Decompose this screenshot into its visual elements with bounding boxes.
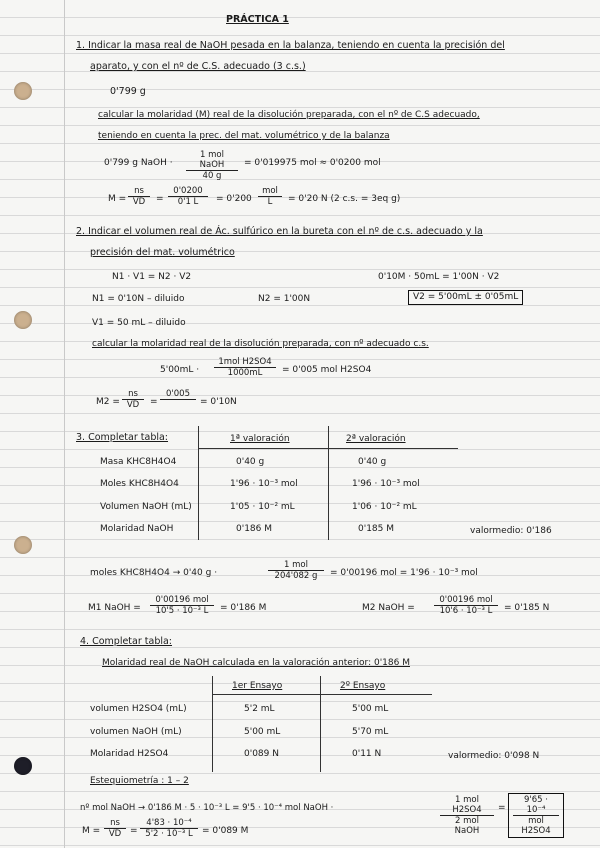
q3-table-divider [328, 426, 329, 540]
q4-table-header-line [212, 694, 432, 695]
q3-row-label: Moles KHC8H4O4 [100, 479, 179, 489]
q2-eq-fraction [214, 357, 276, 378]
q2-formula-right: 0'10M · 50mL = 1'00N · V2 [378, 272, 500, 282]
denominator: 10'5 · 10⁻³ L [155, 606, 209, 616]
numerator: 4'83 · 10⁻⁴ [140, 818, 198, 829]
q2-eq-right: = 0'005 mol H2SO4 [282, 365, 372, 375]
q3-header-2: 2ª valoración [346, 434, 406, 444]
q2-calc: calcular la molaridad real de la disolución preparada, con nº adecuado c.s. [92, 339, 429, 349]
binder-hole [14, 311, 32, 329]
binder-hole [14, 757, 32, 775]
q1-prompt-line2: aparato, y con el nº de C.S. adecuado (3 c.s.) [90, 61, 306, 72]
q1-prompt-line1: 1. Indicar la masa real de NaOH pesada en la balanza, teniendo en cuenta la precisión del [76, 40, 505, 51]
numerator: 1 mol [268, 560, 324, 571]
q3-table-header-line [198, 448, 458, 449]
q3-prompt: 3. Completar tabla: [76, 432, 169, 443]
q4-cell: 5'00 mL [352, 704, 389, 714]
q3-row-label: Masa KHC8H4O4 [100, 457, 177, 467]
q3-cell: 1'96 · 10⁻³ mol [352, 479, 420, 489]
q2-m2-left: M2 = [96, 397, 120, 407]
q4-table-divider [212, 676, 213, 772]
q4-final-frac1 [104, 818, 126, 839]
q4-cell: 0'11 N [352, 749, 382, 759]
q3-mean: valormedio: 0'186 [470, 526, 552, 536]
q3-cell: 1'05 · 10⁻² mL [230, 502, 295, 512]
numerator: ns [128, 186, 150, 197]
binder-hole [14, 536, 32, 554]
q1-mass: 0'799 g [110, 86, 146, 97]
q4-cell: 5'00 mL [244, 727, 281, 737]
denominator: VD [132, 197, 146, 207]
numerator: 0'005 [160, 389, 196, 400]
q4-table-divider [320, 676, 321, 772]
q4-final-right: = 0'089 M [202, 826, 249, 836]
q2-formula: N1 · V1 = N2 · V2 [112, 272, 192, 282]
q3-m1-fraction [150, 595, 214, 616]
q3-row-label: Molaridad NaOH [100, 524, 174, 534]
numerator: 0'00196 mol [150, 595, 214, 606]
denominator: 2 mol NaOH [454, 816, 480, 836]
q2-m2-frac2 [160, 389, 196, 400]
q1-calc-line2: teniendo en cuenta la prec. del mat. volumétrico y de la balanza [98, 131, 390, 141]
q3-header-1: 1ª valoración [230, 434, 290, 444]
q3-m1-left: M1 NaOH = [88, 603, 141, 613]
numerator: 1mol H2SO4 [214, 357, 276, 368]
q4-row-label: volumen NaOH (mL) [90, 727, 182, 737]
q3-table-divider [198, 426, 199, 540]
q3-cell: 0'186 M [236, 524, 273, 534]
denominator: 1000mL [227, 368, 263, 378]
denominator: 10'6 · 10⁻³ L [439, 606, 493, 616]
q4-header-1: 1er Ensayo [232, 681, 283, 691]
denominator: 0'1 L [177, 197, 199, 207]
q2-prompt-line2: precisión del mat. volumétrico [90, 247, 235, 258]
q1-eq2-right: = 0'20 N (2 c.s. = 3eq g) [288, 194, 401, 204]
q2-n2: N2 = 1'00N [258, 294, 311, 304]
q4-prompt: 4. Completar tabla: [80, 636, 173, 647]
q4-nmol-eq: = [498, 803, 506, 813]
q3-m1-right: = 0'186 M [220, 603, 267, 613]
q1-calc-line1: calcular la molaridad (M) real de la disolución preparada, con el nº de C.S adecuado, [98, 110, 480, 120]
binder-hole [14, 82, 32, 100]
numerator: 9'65 · 10⁻⁴ [513, 795, 559, 816]
denominator: 40 g [202, 171, 222, 181]
q3-row-label: Volumen NaOH (mL) [100, 502, 192, 512]
q1-eq2-eq: = [156, 194, 164, 204]
q3-m2-fraction [434, 595, 498, 616]
q4-final-frac2 [140, 818, 198, 839]
q4-final-eq: = [130, 826, 138, 836]
q3-moles-fraction [268, 560, 324, 581]
q3-moles-left: moles KHC8H4O4 → 0'40 g · [90, 568, 218, 578]
q4-row-label: Molaridad H2SO4 [90, 749, 169, 759]
q2-m2-frac1 [122, 389, 144, 410]
q2-eq-left: 5'00mL · [160, 365, 200, 375]
q4-header-2: 2º Ensayo [340, 681, 386, 691]
q4-cell: 0'089 N [244, 749, 279, 759]
numerator: 0'00196 mol [434, 595, 498, 606]
denominator: 5'2 · 10⁻³ L [145, 829, 193, 839]
q4-row-label: volumen H2SO4 (mL) [90, 704, 187, 714]
q4-mean: valormedio: 0'098 N [448, 751, 540, 761]
margin-line [64, 0, 65, 848]
q1-eq2-mid: = 0'200 [216, 194, 252, 204]
q4-result-box [508, 793, 564, 838]
numerator: 1 mol H2SO4 [440, 795, 494, 816]
q3-moles-right: = 0'00196 mol = 1'96 · 10⁻³ mol [330, 568, 478, 578]
q3-m2-right: = 0'185 N [504, 603, 550, 613]
q3-cell: 1'96 · 10⁻³ mol [230, 479, 298, 489]
q2-v1: V1 = 50 mL – diluido [92, 318, 186, 328]
q1-eq1-fraction [186, 150, 238, 181]
q1-eq2-left: M = [108, 194, 127, 204]
q2-m2-right: = 0'10N [200, 397, 237, 407]
q4-nmol-fraction [440, 795, 494, 836]
q2-v2-result-box: V2 = 5'00mL ± 0'05mL [408, 290, 523, 305]
q4-stoichiometry: Estequiometría : 1 – 2 [90, 776, 189, 786]
q4-subtitle: Molaridad real de NaOH calculada en la valoración anterior: 0'186 M [102, 658, 410, 668]
q4-cell: 5'70 mL [352, 727, 389, 737]
denominator: L [267, 197, 273, 207]
numerator: ns [122, 389, 144, 400]
denominator: 204'082 g [274, 571, 318, 581]
numerator: 1 mol NaOH [186, 150, 238, 171]
q2-prompt-line1: 2. Indicar el volumen real de Ác. sulfúrico en la bureta con el nº de c.s. adecuado y la [76, 226, 483, 237]
numerator: mol [258, 186, 282, 197]
denominator: mol H2SO4 [521, 816, 551, 836]
q2-m2-eq: = [150, 397, 158, 407]
numerator: 0'0200 [168, 186, 208, 197]
page-title: PRÁCTICA 1 [226, 14, 289, 25]
q1-eq2-frac1 [128, 186, 150, 207]
q3-cell: 1'06 · 10⁻² mL [352, 502, 417, 512]
q3-cell: 0'40 g [236, 457, 265, 467]
q3-cell: 0'40 g [358, 457, 387, 467]
q1-eq2-frac2 [168, 186, 208, 207]
q3-cell: 0'185 M [358, 524, 395, 534]
q4-final-left: M = [82, 826, 101, 836]
q4-cell: 5'2 mL [244, 704, 275, 714]
numerator: ns [104, 818, 126, 829]
q1-eq1-right: = 0'019975 mol ≈ 0'0200 mol [244, 158, 381, 168]
denominator: VD [108, 829, 122, 839]
q4-nmol-left: nº mol NaOH → 0'186 M · 5 · 10⁻³ L = 9'5 · 10⁻⁴ mol NaOH · [80, 803, 334, 813]
denominator: VD [126, 400, 140, 410]
q1-eq1-left: 0'799 g NaOH · [104, 158, 173, 168]
q1-eq2-frac3 [258, 186, 282, 207]
q2-n1: N1 = 0'10N – diluido [92, 294, 185, 304]
q3-m2-left: M2 NaOH = [362, 603, 415, 613]
